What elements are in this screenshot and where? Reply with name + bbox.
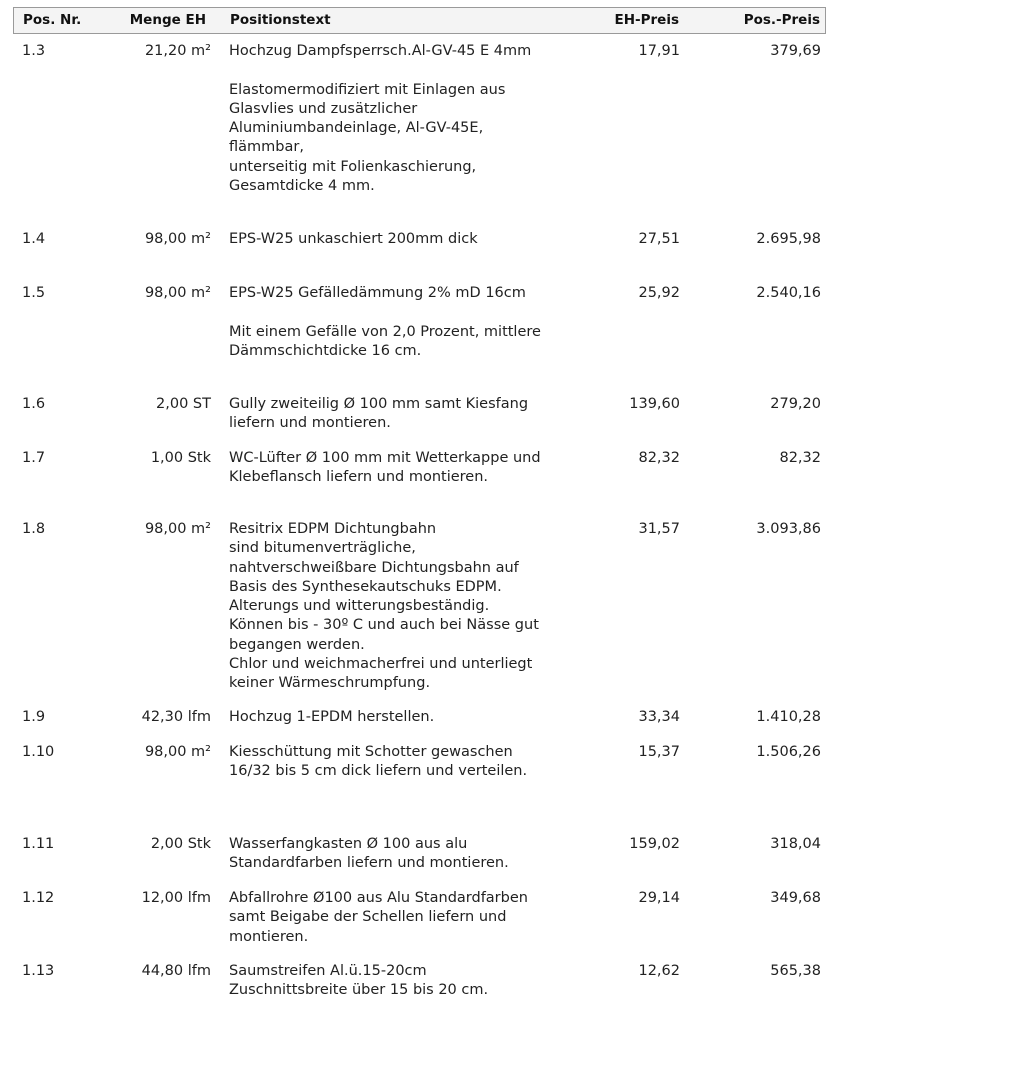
text-line: Gully zweiteilig Ø 100 mm samt Kiesfang: [229, 396, 529, 412]
menge-eh: 2,00 ST: [156, 396, 211, 412]
positionstext: [229, 42, 531, 196]
text-line: samt Beigabe der Schellen liefern und: [229, 909, 507, 926]
menge-eh: 98,00 m²: [144, 521, 211, 537]
eh-preis: 15,37: [638, 744, 680, 760]
pos-nr: 1.3: [22, 43, 46, 59]
text-line: Standardfarben liefern und montieren.: [229, 855, 509, 872]
text-line: liefern und montieren.: [229, 415, 391, 432]
text-line: Wasserfangkasten Ø 100 aus alu: [229, 836, 468, 852]
eh-preis: 12,62: [638, 963, 680, 979]
pos-nr: 1.7: [22, 450, 46, 466]
pos-nr: 1.5: [22, 285, 46, 301]
blank-line: [229, 303, 541, 322]
eh-preis: 159,02: [629, 836, 680, 852]
text-line: unterseitig mit Folienkaschierung,: [229, 158, 477, 175]
pos-preis: 279,20: [770, 396, 821, 412]
eh-preis: 17,91: [638, 43, 680, 59]
pos-preis: 3.093,86: [756, 521, 821, 537]
menge-eh: 44,80 lfm: [141, 963, 211, 979]
text-line: Hochzug Dampfsperrsch.Al-GV-45 E 4mm: [229, 43, 532, 59]
positionstext: [229, 889, 528, 947]
header-positionstext: Positionstext: [230, 12, 331, 28]
eh-preis: 27,51: [638, 231, 680, 247]
positionstext: [229, 449, 541, 488]
text-line: flämmbar,: [229, 139, 304, 156]
menge-eh: 12,00 lfm: [141, 890, 211, 906]
pos-preis: 318,04: [770, 836, 821, 852]
blank-line: [229, 61, 531, 80]
pos-preis: 565,38: [770, 963, 821, 979]
text-line: Saumstreifen Al.ü.15-20cm: [229, 963, 427, 979]
text-line: montieren.: [229, 928, 309, 945]
pos-nr: 1.8: [22, 521, 46, 537]
pos-preis: 1.506,26: [756, 744, 821, 760]
pos-nr: 1.13: [22, 963, 55, 979]
text-line: Resitrix EDPM Dichtungbahn: [229, 521, 437, 537]
eh-preis: 29,14: [638, 890, 680, 906]
header-pos-preis: Pos.-Preis: [743, 12, 820, 28]
text-line: Gesamtdicke 4 mm.: [229, 178, 375, 195]
table-header: [13, 7, 826, 34]
text-line: 16/32 bis 5 cm dick liefern und verteilen.: [229, 763, 528, 780]
pos-nr: 1.12: [22, 890, 55, 906]
eh-preis: 31,57: [638, 521, 680, 537]
text-line: EPS-W25 Gefälledämmung 2% mD 16cm: [229, 285, 526, 301]
text-line: begangen werden.: [229, 636, 365, 653]
text-line: Glasvlies und zusätzlicher: [229, 100, 418, 117]
text-line: Basis des Synthesekautschuks EDPM.: [229, 578, 502, 595]
pos-nr: 1.6: [22, 396, 46, 412]
eh-preis: 139,60: [629, 396, 680, 412]
text-line: sind bitumenverträgliche,: [229, 540, 416, 557]
pos-nr: 1.10: [22, 744, 55, 760]
text-line: nahtverschweißbare Dichtungsbahn auf: [229, 559, 519, 576]
positionstext: [229, 520, 539, 694]
text-line: keiner Wärmeschrumpfung.: [229, 675, 431, 692]
positionstext: [229, 835, 509, 874]
positionstext: [229, 395, 528, 434]
positionstext: [229, 708, 434, 727]
text-line: Alterungs und witterungsbeständig.: [229, 598, 490, 615]
text-line: EPS-W25 unkaschiert 200mm dick: [229, 231, 478, 247]
eh-preis: 82,32: [638, 450, 680, 466]
positionstext: [229, 962, 488, 1001]
pos-nr: 1.4: [22, 231, 46, 247]
pos-preis: 349,68: [770, 890, 821, 906]
text-line: Zuschnittsbreite über 15 bis 20 cm.: [229, 982, 489, 999]
pos-preis: 82,32: [779, 450, 821, 466]
positionstext: [229, 743, 527, 782]
menge-eh: 2,00 Stk: [150, 836, 211, 852]
text-line: Dämmschichtdicke 16 cm.: [229, 342, 422, 359]
text-line: Aluminiumbandeinlage, Al-GV-45E,: [229, 120, 484, 137]
text-line: WC-Lüfter Ø 100 mm mit Wetterkappe und: [229, 450, 541, 466]
text-line: Hochzug 1-EPDM herstellen.: [229, 709, 435, 725]
text-line: Mit einem Gefälle von 2,0 Prozent, mittlere: [229, 323, 541, 340]
eh-preis: 25,92: [638, 285, 680, 301]
text-line: Klebeflansch liefern und montieren.: [229, 469, 489, 486]
text-line: Kiesschüttung mit Schotter gewaschen: [229, 744, 513, 760]
pos-preis: 2.695,98: [756, 231, 821, 247]
pos-nr: 1.11: [22, 836, 55, 852]
positionstext: [229, 230, 478, 249]
menge-eh: 98,00 m²: [144, 285, 211, 301]
menge-eh: 1,00 Stk: [150, 450, 211, 466]
pos-preis: 2.540,16: [756, 285, 821, 301]
text-line: Abfallrohre Ø100 aus Alu Standardfarben: [229, 890, 528, 906]
pos-preis: 379,69: [770, 43, 821, 59]
header-eh-preis: EH-Preis: [614, 12, 679, 28]
pos-nr: 1.9: [22, 709, 46, 725]
positionstext: [229, 284, 541, 361]
header-pos-nr: Pos. Nr.: [23, 12, 82, 28]
menge-eh: 42,30 lfm: [141, 709, 211, 725]
menge-eh: 21,20 m²: [144, 43, 211, 59]
header-menge-eh: Menge EH: [129, 12, 206, 28]
text-line: Elastomermodifiziert mit Einlagen aus: [229, 81, 506, 98]
eh-preis: 33,34: [638, 709, 680, 725]
text-line: Chlor und weichmacherfrei und unterliegt: [229, 656, 533, 673]
menge-eh: 98,00 m²: [144, 744, 211, 760]
menge-eh: 98,00 m²: [144, 231, 211, 247]
pos-preis: 1.410,28: [756, 709, 821, 725]
text-line: Können bis - 30º C und auch bei Nässe gut: [229, 617, 539, 634]
